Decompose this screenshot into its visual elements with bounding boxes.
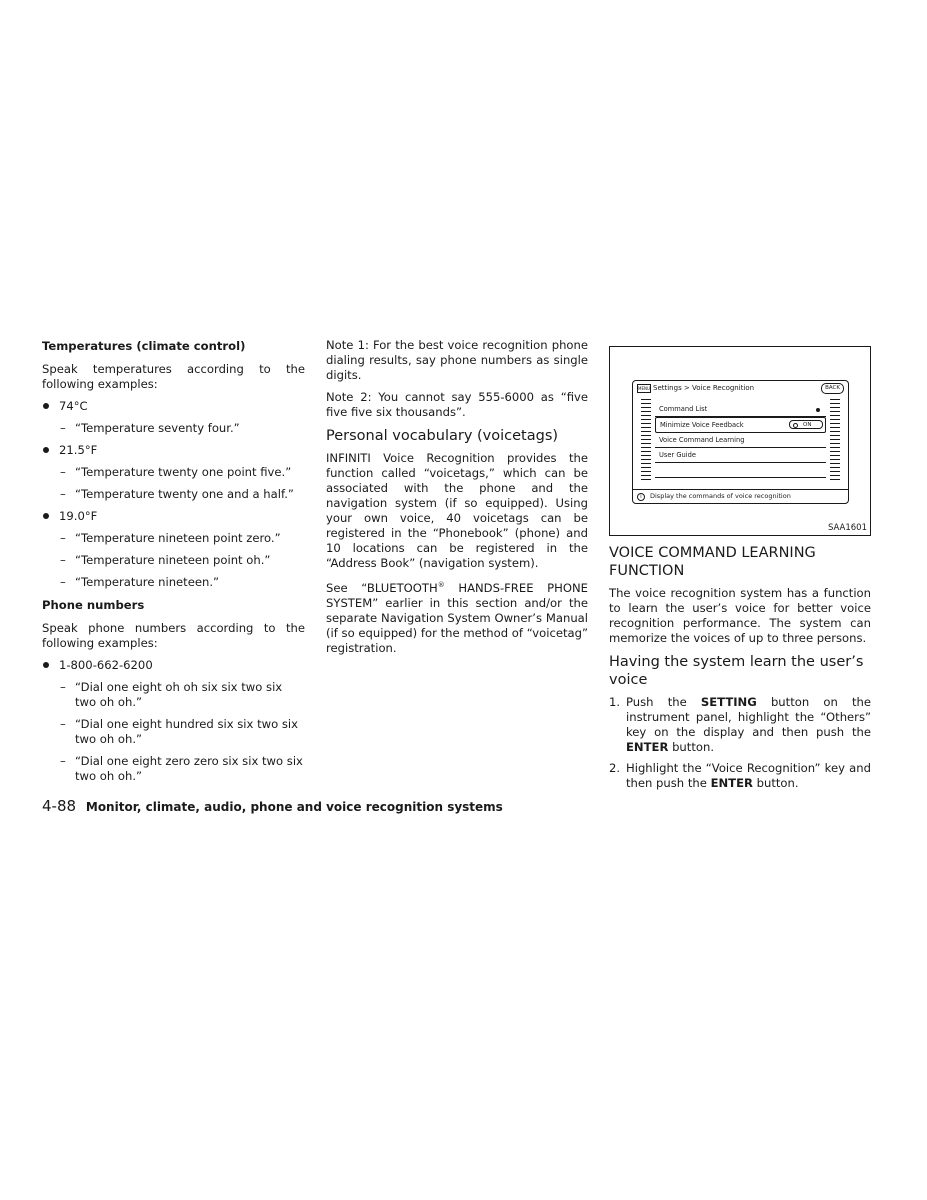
- steps-list: [609, 695, 871, 791]
- toggle-on[interactable]: ON: [789, 420, 823, 429]
- display-screen: [632, 380, 849, 504]
- temp-phrase: – “Temperature nineteen.”: [42, 575, 305, 590]
- phone-numbers-heading: Phone numbers: [42, 598, 145, 612]
- voice-command-learning-intro: The voice recognition system has a function to learn the user’s voice for better voice recognition performance. The system can memorize the voices of up to three persons.: [609, 586, 871, 645]
- info-icon: i: [637, 493, 645, 501]
- right-column: [609, 342, 871, 797]
- menu-item-minimize-voice-feedback[interactable]: Minimize Voice Feedback ON: [655, 417, 826, 433]
- back-button[interactable]: BACK: [821, 383, 844, 394]
- phone-example: 1-800-662-6200: [42, 658, 305, 673]
- note-2: Note 2: You cannot say 555-6000 as “five five five six thousands”.: [326, 390, 588, 419]
- phone-phrase: – “Dial one eight hundred six six two six two oh oh.”: [42, 717, 305, 747]
- temp-phrase: – “Temperature twenty one and a half.”: [42, 487, 305, 502]
- temp-example-1: 74°C: [42, 399, 305, 414]
- middle-column: [326, 338, 588, 663]
- temp-phrase: – “Temperature nineteen point oh.”: [42, 553, 305, 568]
- voice-recognition-screen-figure: [609, 346, 871, 536]
- voice-command-learning-heading: VOICE COMMAND LEARNING FUNCTION: [609, 545, 816, 579]
- screen-header: [633, 381, 848, 395]
- menu-item-voice-command-learning[interactable]: Voice Command Learning: [655, 433, 826, 448]
- section-title: Monitor, climate, audio, phone and voice recognition systems: [85, 800, 503, 814]
- note-1: Note 1: For the best voice recognition phone dialing results, say phone numbers as single digits.: [326, 338, 588, 382]
- menu-item-empty: [655, 463, 826, 478]
- scroll-ticks-right-icon: [830, 399, 840, 485]
- left-column: [42, 338, 305, 791]
- menu-item-user-guide[interactable]: User Guide: [655, 448, 826, 463]
- screen-footer: [633, 489, 848, 503]
- selected-indicator-icon: [816, 408, 820, 412]
- menu-icon: MENU: [638, 386, 650, 391]
- step-1: 1. Push the SETTING button on the instrument panel, highlight the “Others” key on the display and then push the ENTER button.: [609, 695, 871, 754]
- temperatures-intro: Speak temperatures according to the following examples:: [42, 362, 305, 391]
- temp-phrase: – “Temperature nineteen point zero.”: [42, 531, 305, 546]
- step-2: 2. Highlight the “Voice Recognition” key and then push the ENTER button.: [609, 761, 871, 790]
- temp-phrase: – “Temperature seventy four.”: [42, 421, 305, 436]
- phone-phrase: – “Dial one eight oh oh six six two six two oh oh.”: [42, 680, 305, 710]
- footer-hint: Display the commands of voice recognition: [650, 492, 791, 500]
- phone-phrase: – “Dial one eight zero zero six six two six two oh oh.”: [42, 754, 305, 784]
- temp-example-3: 19.0°F: [42, 509, 305, 524]
- toggle-dot-icon: [793, 423, 798, 428]
- scroll-ticks-left-icon: [641, 399, 651, 485]
- figure-label: SAA1601: [827, 523, 867, 533]
- learn-voice-subheading: Having the system learn the user’s voice: [609, 654, 864, 688]
- temp-example-2: 21.5°F: [42, 443, 305, 458]
- phone-numbers-intro: Speak phone numbers according to the following examples:: [42, 621, 305, 650]
- temperatures-heading: Temperatures (climate control): [42, 339, 246, 353]
- temp-phrase: – “Temperature twenty one point five.”: [42, 465, 305, 480]
- page-number: 4-88: [42, 797, 77, 815]
- voicetags-heading: Personal vocabulary (voicetags): [326, 428, 559, 444]
- see-bluetooth-paragraph: See “BLUETOOTH® HANDS-FREE PHONE SYSTEM” earlier in this section and/or the separate Navigation System Owner’s Manual (if so equipped) for the method of “voicetag” registration.: [326, 580, 588, 655]
- screen-title: Settings > Voice Recognition: [653, 384, 755, 392]
- page-footer: [42, 798, 503, 815]
- menu-item-command-list[interactable]: Command List: [655, 402, 826, 417]
- menu-list: [655, 402, 826, 478]
- voicetags-paragraph: INFINITI Voice Recognition provides the function called “voicetags,” which can be associated with the phone and the navigation system (if so equipped). Using your own voice, 40 voicetags can be registered in the “Phonebook” (phone) and 10 locations can be registered in the “Address Book” (navigation system).: [326, 451, 588, 570]
